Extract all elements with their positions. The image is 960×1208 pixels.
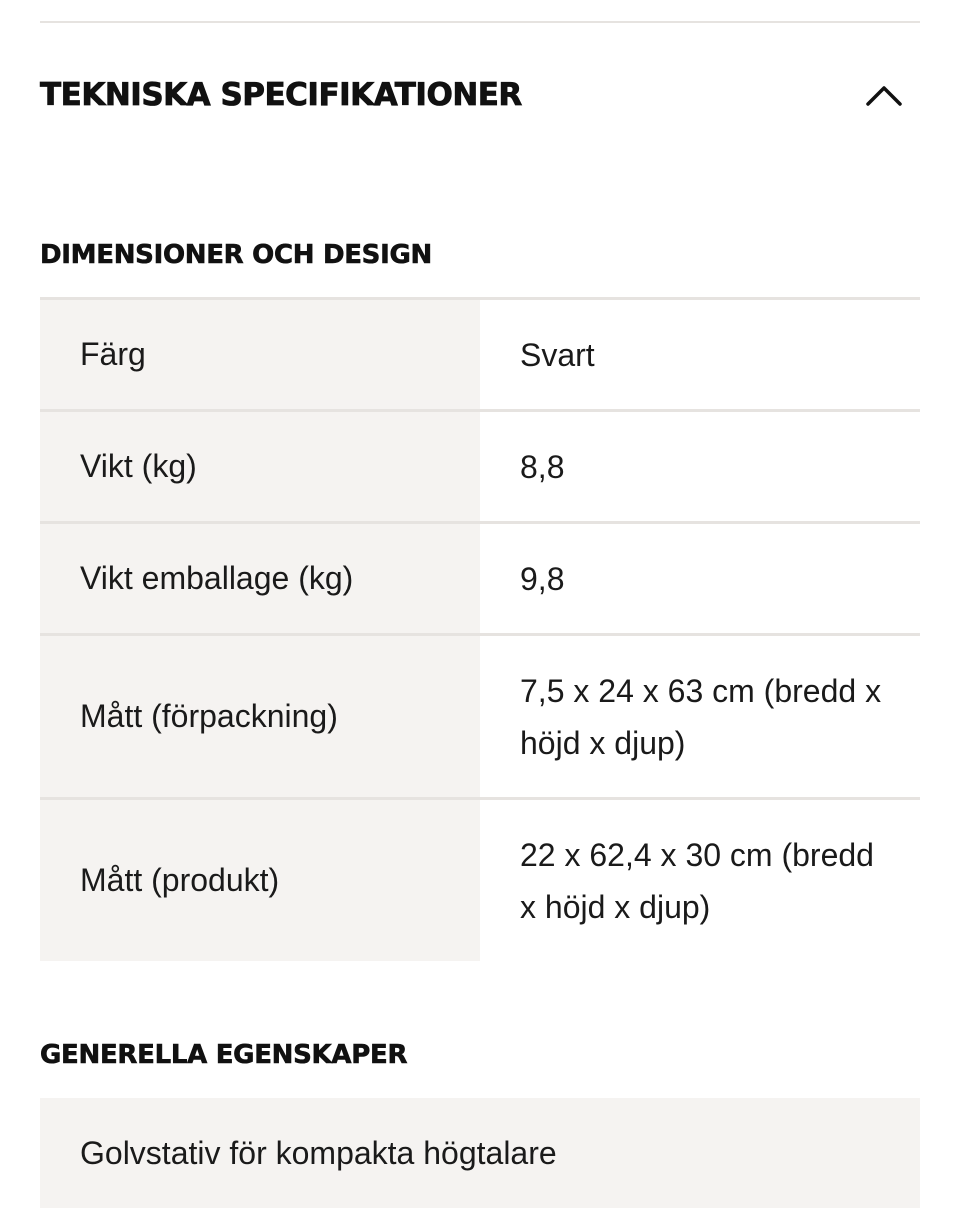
spec-table-dimensions [40,297,920,961]
section-heading-general: GENERELLA EGENSKAPER [40,1040,408,1070]
spec-label: Mått (förpackning) [40,636,480,797]
table-row [40,300,920,412]
table-row [40,800,920,961]
spec-value: 9,8 [520,560,565,597]
spec-value: 7,5 x 24 x 63 cm (bredd x höjd x djup) [520,672,882,761]
general-feature-item: Golvstativ för kompakta högtalare [40,1098,920,1208]
table-row [40,412,920,524]
spec-label: Mått (produkt) [40,800,480,961]
spec-label: Vikt (kg) [40,412,480,521]
accordion-title: TEKNISKA SPECIFIKATIONER [40,77,522,113]
accordion-toggle-technical-specs[interactable] [40,60,920,130]
spec-value: 8,8 [520,448,565,485]
spec-label: Vikt emballage (kg) [40,524,480,633]
spec-value: 22 x 62,4 x 30 cm (bredd x höjd x djup) [520,836,874,925]
spec-value: Svart [520,336,595,373]
section-heading-dimensions: DIMENSIONER OCH DESIGN [40,240,432,270]
chevron-up-icon[interactable] [862,73,906,117]
spec-label: Färg [40,300,480,409]
top-divider [40,21,920,23]
table-row [40,636,920,800]
table-row [40,524,920,636]
